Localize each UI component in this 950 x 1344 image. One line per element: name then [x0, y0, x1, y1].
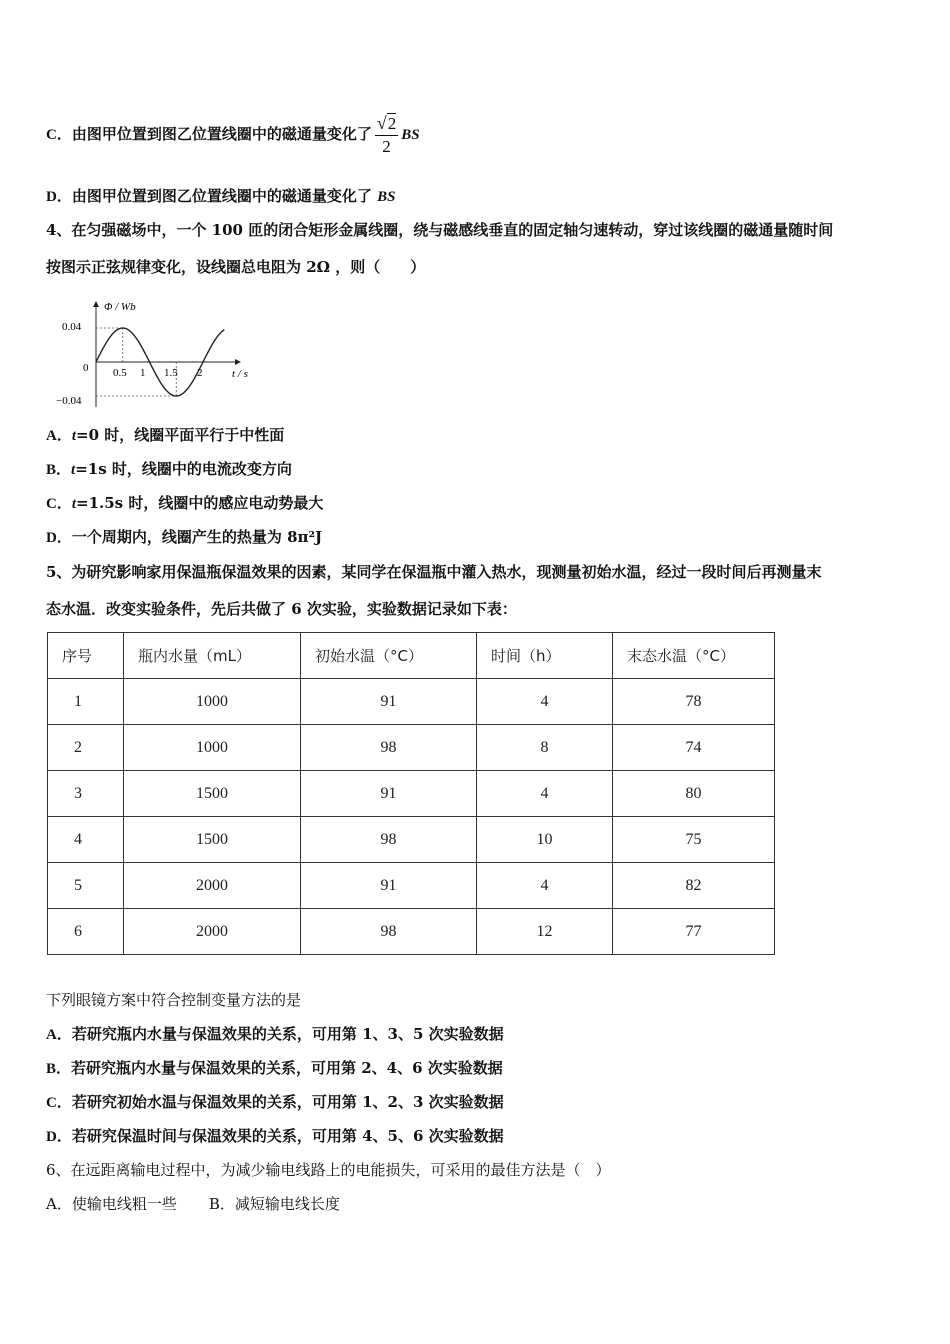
cell-time: 4: [477, 679, 613, 725]
option-text: 若研究保温时间与保温效果的关系，可用第 4、5、6 次实验数据: [71, 1127, 504, 1145]
q4-option-c: [46, 493, 323, 514]
option-text: 若研究初始水温与保温效果的关系，可用第 1、2、3 次实验数据: [71, 1093, 504, 1111]
cell-initial-temp: 98: [301, 725, 477, 771]
option-letter: A．: [46, 428, 72, 444]
cell-index: 1: [48, 679, 124, 725]
q4-option-a: [46, 425, 284, 446]
q5-stem-line-1: 5、为研究影响家用保温瓶保温效果的因素，某同学在保温瓶中灌入热水，现测量初始水温，经过一段时间后再测量末: [46, 563, 822, 581]
table-row: [48, 725, 775, 771]
q5-question: 下列眼镜方案中符合控制变量方法的是: [46, 991, 302, 1009]
option-text: 若研究瓶内水量与保温效果的关系，可用第 1、3、5 次实验数据: [71, 1025, 504, 1043]
cell-final-temp: 78: [613, 679, 775, 725]
cell-index: 2: [48, 725, 124, 771]
q4-stem-line-1: 4、在匀强磁场中，一个 100 匝的闭合矩形金属线圈，绕与磁感线垂直的固定轴匀速转动，穿过该线圈的磁通量随时间: [46, 221, 834, 239]
symbol-bs: BS: [401, 127, 420, 143]
header-initial-temp: 初始水温（°C）: [301, 633, 477, 679]
denominator: 2: [382, 137, 391, 156]
symbol-bs: BS: [377, 189, 396, 205]
table-row: [48, 679, 775, 725]
q6-options-row: [46, 1194, 340, 1214]
flux-time-graph: [50, 292, 260, 412]
option-letter: A．: [46, 1027, 72, 1043]
q5-option-b: [46, 1058, 503, 1079]
option-text: =1.5s 时，线圈中的感应电动势最大: [76, 494, 324, 512]
option-letter: B．: [46, 1061, 72, 1077]
cell-volume: 1500: [124, 817, 301, 863]
option-text: 若研究瓶内水量与保温效果的关系，可用第 2、4、6 次实验数据: [71, 1059, 503, 1077]
header-water-volume: 瓶内水量（mL）: [124, 633, 301, 679]
header-time: 时间（h）: [477, 633, 613, 679]
q6-option-a: A．使输电线粗一些: [46, 1195, 177, 1213]
x-axis-label: t / s: [232, 368, 248, 380]
cell-index: 3: [48, 771, 124, 817]
cell-final-temp: 75: [613, 817, 775, 863]
q3-option-d: [46, 186, 395, 207]
x-tick-label-0-5: 0.5: [113, 367, 127, 379]
q5-option-a: [46, 1024, 504, 1045]
q3-option-c: [46, 112, 420, 158]
q4-option-d: [46, 527, 322, 548]
cell-time: 8: [477, 725, 613, 771]
cell-final-temp: 74: [613, 725, 775, 771]
y-tick-label-top: 0.04: [62, 321, 82, 333]
table-row: [48, 909, 775, 955]
cell-initial-temp: 91: [301, 679, 477, 725]
q6-option-b: B．减短输电线长度: [208, 1195, 340, 1213]
cell-time: 10: [477, 817, 613, 863]
table-header-row: [48, 633, 775, 679]
cell-volume: 1000: [124, 679, 301, 725]
option-letter: C．: [46, 496, 72, 512]
header-index: 序号: [48, 633, 124, 679]
option-letter: D．: [46, 530, 72, 546]
y-axis-label: Φ / Wb: [104, 301, 136, 313]
cell-final-temp: 77: [613, 909, 775, 955]
experiment-data-table: [47, 632, 775, 955]
cell-initial-temp: 91: [301, 863, 477, 909]
sqrt-symbol: √: [376, 113, 387, 133]
option-letter: D．: [46, 189, 72, 205]
q4-stem-line-2: 按图示正弦规律变化，设线圈总电阻为 2Ω ，则（ ）: [46, 258, 426, 276]
q5-option-d: [46, 1126, 504, 1147]
q4-option-b: [46, 459, 292, 480]
cell-initial-temp: 91: [301, 771, 477, 817]
radicand: 2: [387, 114, 397, 133]
variable-t: t: [71, 428, 77, 444]
q6-stem: 6、在远距离输电过程中，为减少输电线路上的电能损失，可采用的最佳方法是（ ）: [46, 1161, 611, 1179]
table-row: [48, 771, 775, 817]
q5-stem-line-2: 态水温．改变实验条件，先后共做了 6 次实验，实验数据记录如下表：: [46, 600, 517, 618]
variable-t: t: [71, 462, 76, 478]
q5-option-c: [46, 1092, 504, 1113]
cell-initial-temp: 98: [301, 909, 477, 955]
option-text: =0 时，线圈平面平行于中性面: [76, 426, 285, 444]
y-tick-label-bottom: −0.04: [56, 395, 82, 407]
table-row: [48, 863, 775, 909]
cell-index: 5: [48, 863, 124, 909]
x-tick-label-2: 2: [197, 367, 203, 379]
option-text: 由图甲位置到图乙位置线圈中的磁通量变化了: [71, 187, 372, 205]
option-text: 一个周期内，线圈产生的热量为 8π²J: [71, 528, 323, 546]
cell-final-temp: 82: [613, 863, 775, 909]
cell-time: 4: [477, 863, 613, 909]
cell-volume: 1000: [124, 725, 301, 771]
option-letter: B．: [46, 462, 72, 478]
cell-volume: 1500: [124, 771, 301, 817]
x-tick-label-1-5: 1.5: [164, 367, 178, 379]
table-row: [48, 817, 775, 863]
x-tick-label-1: 1: [140, 367, 146, 379]
cell-time: 4: [477, 771, 613, 817]
cell-final-temp: 80: [613, 771, 775, 817]
cell-index: 6: [48, 909, 124, 955]
cell-time: 12: [477, 909, 613, 955]
option-text: 由图甲位置到图乙位置线圈中的磁通量变化了: [71, 125, 372, 143]
option-letter: C．: [46, 127, 72, 143]
cell-volume: 2000: [124, 863, 301, 909]
cell-volume: 2000: [124, 909, 301, 955]
option-letter: C．: [46, 1095, 72, 1111]
cell-initial-temp: 98: [301, 817, 477, 863]
variable-t: t: [71, 496, 77, 512]
option-letter: D．: [46, 1129, 72, 1145]
sqrt2-over-2-fraction: [375, 112, 398, 158]
header-final-temp: 末态水温（°C）: [613, 633, 775, 679]
cell-index: 4: [48, 817, 124, 863]
option-text: =1s 时，线圈中的电流改变方向: [75, 460, 292, 478]
y-tick-label-zero: 0: [83, 362, 89, 374]
